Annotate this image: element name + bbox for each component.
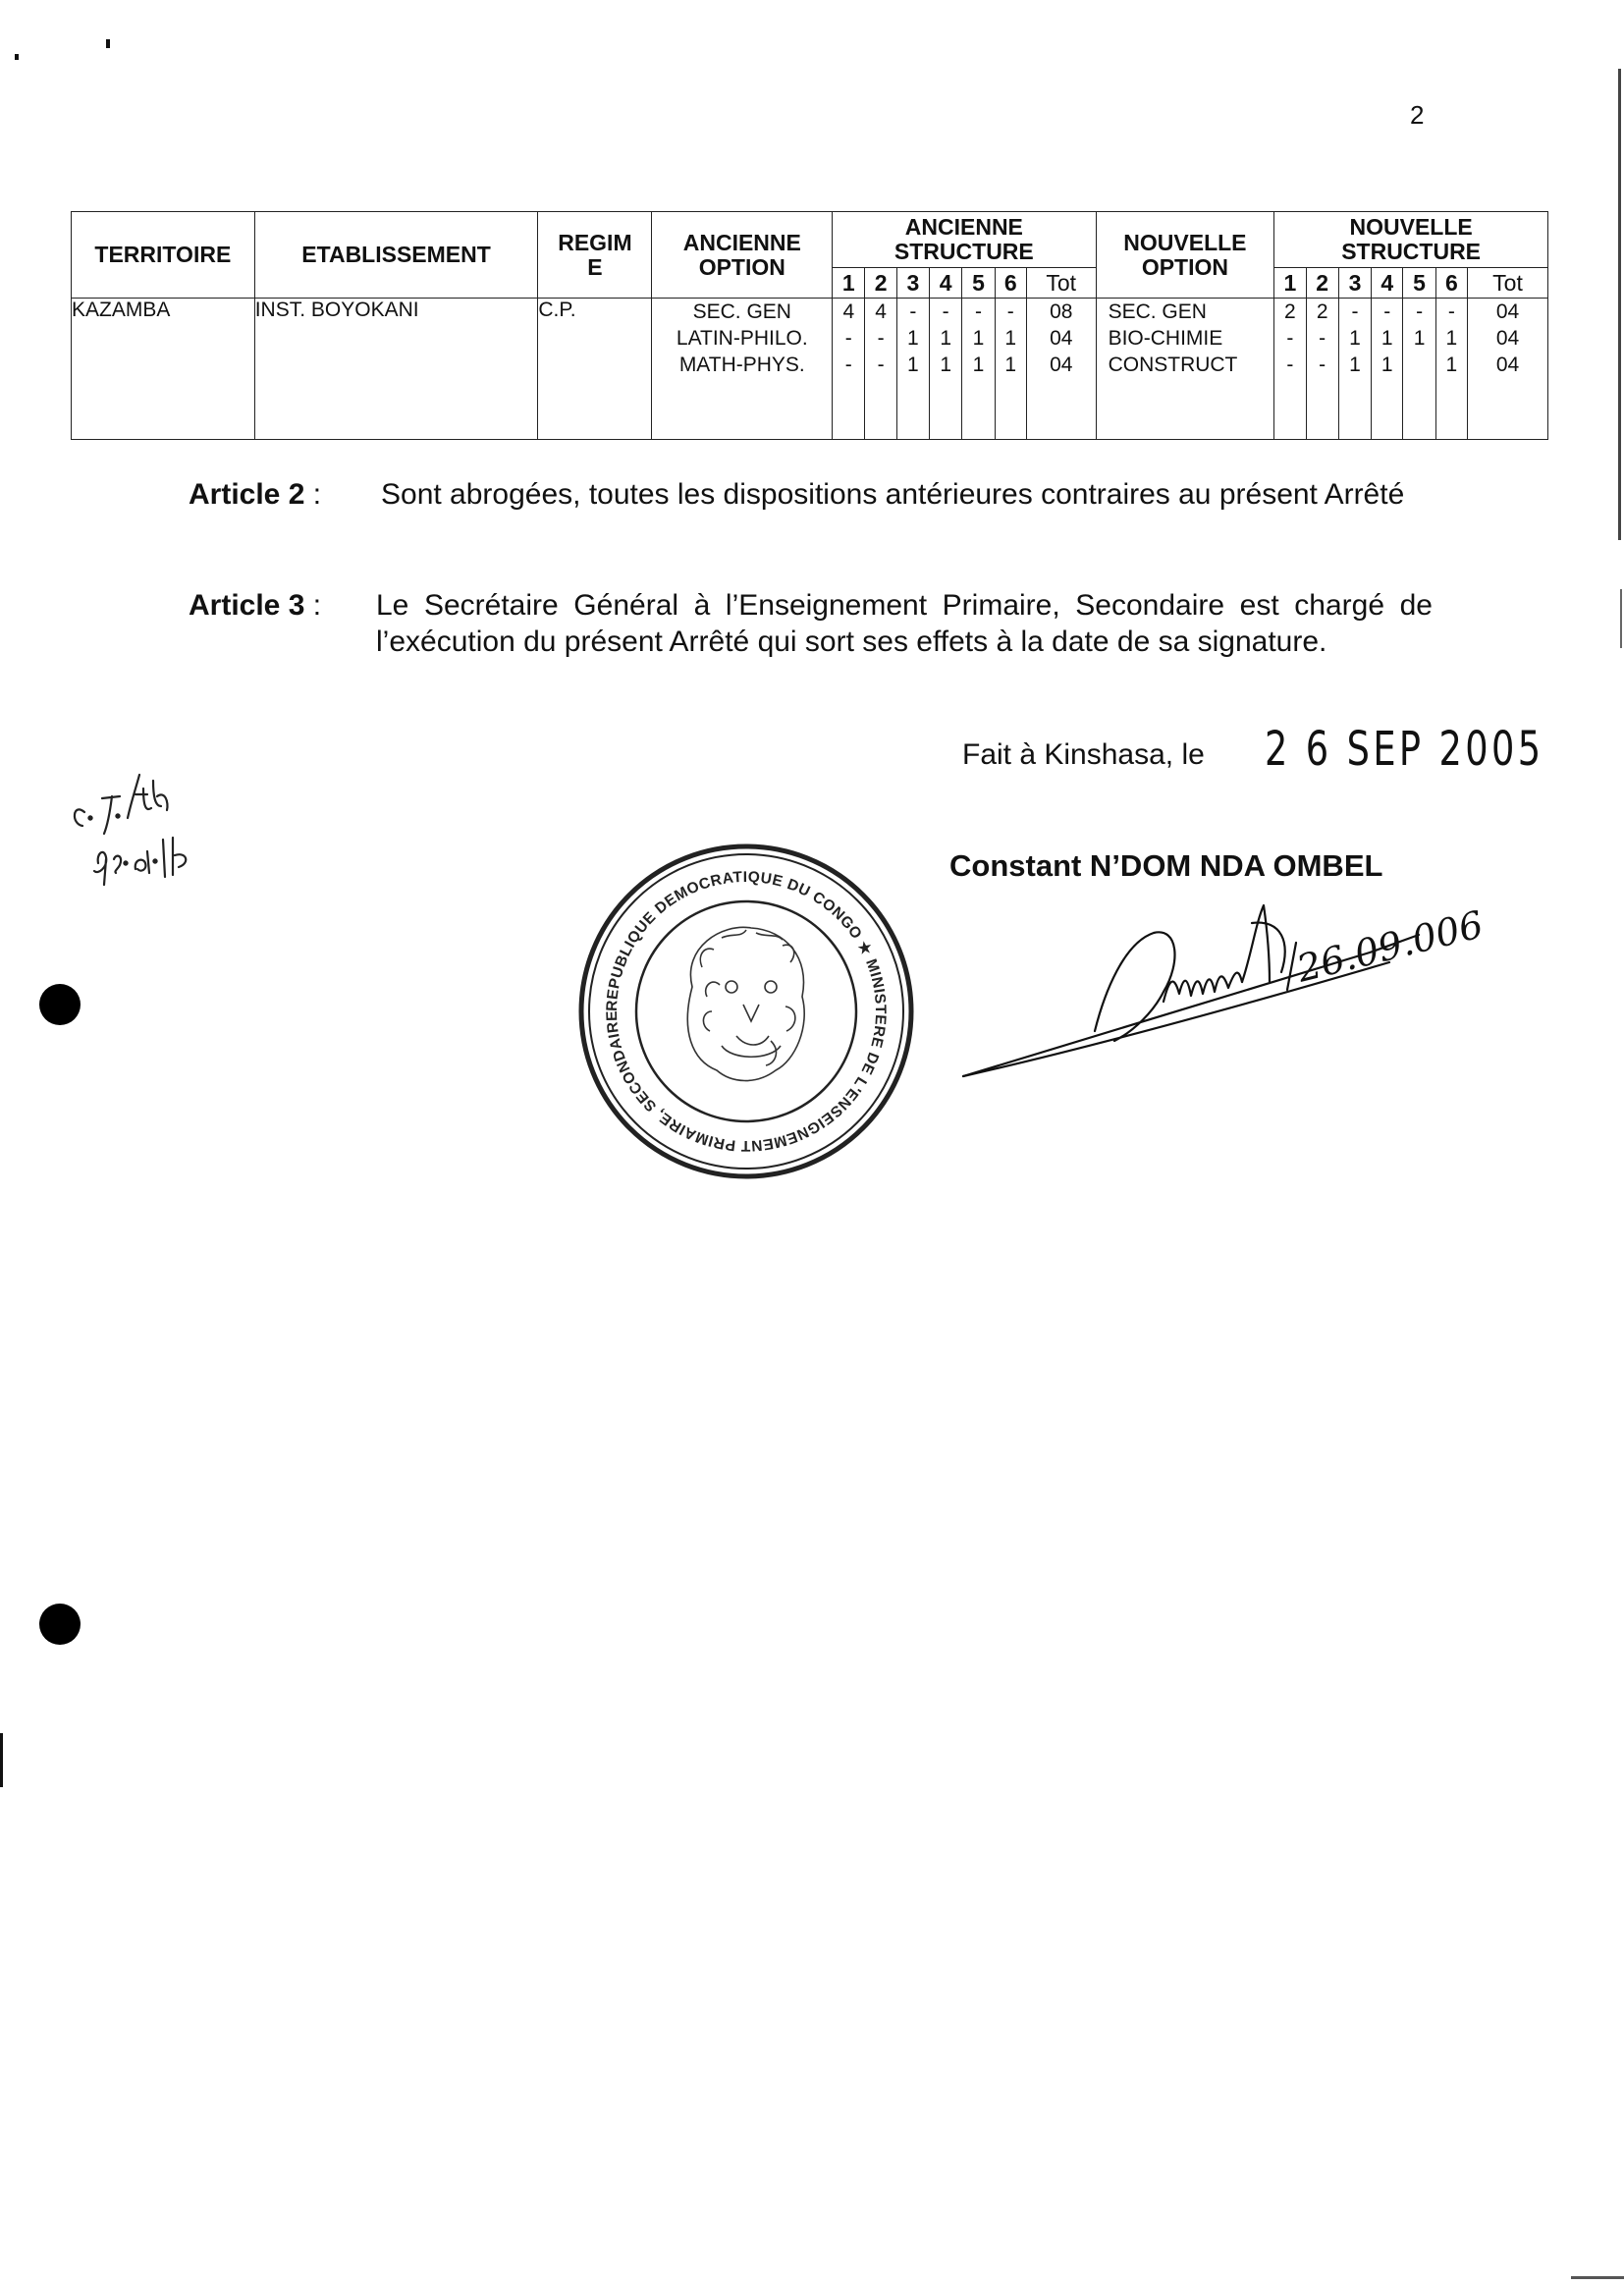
nouvelle-col-6: [1435, 299, 1467, 440]
handwritten-signature: [957, 884, 1488, 1090]
value: 1: [1445, 327, 1458, 350]
value: -: [844, 327, 852, 350]
article-3-text: Le Secrétaire Général à l’Enseignement Primaire, Secondaire est chargé de l’exécution du présent Arrêté qui sort ses effets à la date de sa signature.: [376, 589, 1433, 658]
article-colon: :: [312, 478, 322, 511]
scan-artifact: [1571, 2276, 1624, 2279]
cell-nouvelle-options: [1096, 299, 1274, 440]
structure-table: [71, 211, 1548, 440]
seal-text: REPUBLIQUE DEMOCRATIQUE DU CONGO ★ MINISTERE DE L'ENSEIGNEMENT PRIMAIRE, SECONDAIRE ET PROFESSIONNEL ★: [567, 827, 890, 1155]
value: 04: [1050, 327, 1073, 350]
date-stamp: 2 6 SEP 2005: [1265, 722, 1544, 777]
value: 4: [875, 300, 887, 323]
sub-col-header: 3: [896, 268, 929, 299]
value: 04: [1495, 327, 1520, 350]
place-of-signing: Fait à Kinshasa, le: [962, 738, 1205, 771]
nouvelle-option-item: BIO-CHIMIE: [1108, 327, 1223, 350]
value: 1: [1349, 354, 1361, 376]
value: 1: [1413, 327, 1426, 350]
value: -: [1319, 354, 1326, 376]
header-etablissement: ETABLISSEMENT: [254, 212, 538, 299]
value: 08: [1050, 300, 1073, 323]
cell-regime: C.P.: [538, 299, 652, 440]
ancienne-col-3: [896, 299, 929, 440]
scan-artifact: [1620, 589, 1622, 648]
margin-note-text: C.T. Att. Div. Ab: [957, 884, 964, 885]
nouvelle-col-tot: [1468, 299, 1548, 440]
punch-hole: [39, 1604, 81, 1645]
value: 1: [907, 327, 919, 350]
sub-col-header: 1: [1274, 268, 1306, 299]
nouvelle-col-4: [1372, 299, 1403, 440]
value: -: [1006, 300, 1014, 323]
nouvelle-option-item: SEC. GEN: [1108, 300, 1207, 323]
value: -: [974, 300, 982, 323]
nouvelle-col-2: [1306, 299, 1338, 440]
sub-col-header: 4: [1372, 268, 1403, 299]
value: 1: [940, 354, 952, 376]
table-row: [72, 299, 1548, 440]
sub-col-header: 6: [1435, 268, 1467, 299]
value: 1: [1004, 327, 1017, 350]
cell-territoire: KAZAMBA: [72, 299, 255, 440]
sub-col-header: 2: [865, 268, 896, 299]
value: 1: [907, 354, 919, 376]
value: 1: [1004, 354, 1017, 376]
ancienne-option-item: LATIN-PHILO.: [676, 327, 808, 350]
value: -: [942, 300, 949, 323]
nouvelle-col-3: [1338, 299, 1371, 440]
header-ancienne-option: ANCIENNE OPTION: [652, 212, 833, 299]
scan-artifact: [1618, 69, 1621, 540]
value: -: [1447, 300, 1455, 323]
value: -: [877, 354, 885, 376]
nouvelle-col-1: [1274, 299, 1306, 440]
scan-artifact: [106, 39, 110, 48]
value: -: [1286, 354, 1294, 376]
header-ancienne-structure: ANCIENNE STRUCTURE: [833, 212, 1096, 268]
nouvelle-option-item: CONSTRUCT: [1108, 354, 1238, 376]
value: 1: [1445, 354, 1458, 376]
header-regime: REGIM E: [538, 212, 652, 299]
header-territoire: TERRITOIRE: [72, 212, 255, 299]
sub-col-header: 2: [1306, 268, 1338, 299]
official-seal: [567, 827, 918, 1183]
article-label: [189, 476, 321, 513]
article-2-text: Sont abrogées, toutes les dispositions antérieures contraires au présent Arrêté: [381, 478, 1405, 511]
lion-emblem-icon: [687, 927, 804, 1080]
ancienne-col-5: [962, 299, 995, 440]
page-number: 2: [1410, 100, 1425, 130]
value: 4: [842, 300, 855, 323]
cell-ancienne-options: [652, 299, 833, 440]
value: -: [1351, 300, 1359, 323]
cell-etablissement: INST. BOYOKANI: [254, 299, 538, 440]
sub-col-header: 5: [962, 268, 995, 299]
value: -: [1319, 327, 1326, 350]
scan-artifact: [15, 54, 19, 60]
nouvelle-col-5: [1403, 299, 1435, 440]
ancienne-option-item: SEC. GEN: [692, 300, 791, 323]
value: 1: [940, 327, 952, 350]
value: 1: [1349, 327, 1361, 350]
value: 04: [1050, 354, 1073, 376]
value: -: [1286, 327, 1294, 350]
sub-col-header: Tot: [1468, 268, 1548, 299]
sub-col-header: 1: [833, 268, 865, 299]
article-3-label: Article 3: [189, 589, 305, 622]
scan-artifact: [0, 1733, 3, 1787]
ancienne-col-2: [865, 299, 896, 440]
sub-col-header: 4: [930, 268, 962, 299]
value: -: [1383, 300, 1391, 323]
handwritten-margin-note: [59, 761, 226, 908]
value: 2: [1284, 300, 1296, 323]
sub-col-header: 6: [995, 268, 1026, 299]
punch-hole: [39, 984, 81, 1025]
sub-col-header: 5: [1403, 268, 1435, 299]
ancienne-col-1: [833, 299, 865, 440]
value: 1: [1380, 327, 1393, 350]
value: -: [1416, 300, 1424, 323]
value: -: [909, 300, 917, 323]
value: -: [877, 327, 885, 350]
ancienne-col-4: [930, 299, 962, 440]
value: 04: [1495, 354, 1520, 376]
ancienne-col-tot: [1026, 299, 1096, 440]
value: 2: [1316, 300, 1328, 323]
value: -: [844, 354, 852, 376]
signature-date: 26.09.006: [1292, 902, 1488, 991]
sub-col-header: 3: [1338, 268, 1371, 299]
value: 1: [1380, 354, 1393, 376]
signer-name: Constant N’DOM NDA OMBEL: [949, 848, 1383, 883]
ancienne-col-6: [995, 299, 1026, 440]
article-2-label: Article 2: [189, 478, 305, 511]
header-nouvelle-structure: NOUVELLE STRUCTURE: [1274, 212, 1548, 268]
ancienne-option-item: MATH-PHYS.: [678, 354, 805, 376]
value: 04: [1495, 300, 1520, 323]
sub-col-header: Tot: [1026, 268, 1096, 299]
value: 1: [972, 327, 985, 350]
value: 1: [972, 354, 985, 376]
article-label: [189, 587, 321, 624]
header-nouvelle-option: NOUVELLE OPTION: [1096, 212, 1274, 299]
article-colon: :: [312, 589, 322, 622]
